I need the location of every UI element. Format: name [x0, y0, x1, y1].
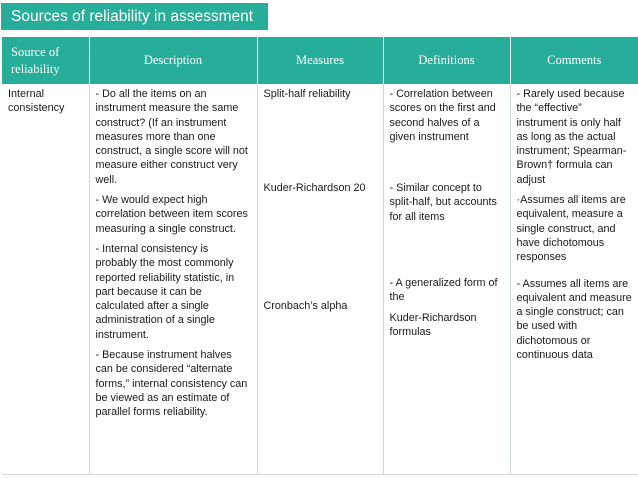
source-cell [2, 84, 89, 475]
measure-cronbach: Cronbach’s alpha [263, 299, 348, 312]
comments-cell [510, 84, 638, 475]
description-paragraph: - Internal consistency is probably the most commonly reported reliability statistic, in part because it can be calculated after a single administration of a single instrument. [95, 242, 235, 341]
slide-title: Sources of reliability in assessment [1, 3, 268, 30]
definition-split-half: - Correlation between scores on the first and second halves of a given instrument [389, 88, 496, 143]
comment-cronbach: - Assumes all items are equivalent and measure a single construct; can be used with dichotomous or continuous data [516, 277, 632, 362]
header-source: Source of reliability [2, 37, 89, 84]
description-paragraph: - We would expect high correlation between item scores measuring a single construct. [95, 194, 248, 235]
header-comments: Comments [510, 37, 638, 84]
definition-cronbach: - A generalized form of the [389, 277, 498, 304]
comment-kr20: ·Assumes all items are equivalent, measure a single construct, and have dichotomous responses [516, 194, 626, 264]
header-measures: Measures [257, 37, 383, 84]
source-text: Internal consistency [8, 88, 65, 115]
table-row [2, 84, 638, 475]
header-definitions: Definitions [383, 37, 510, 84]
description-paragraph: - Do all the items on an instrument measure the same construct? (If an instrument measures more than one construct, a single score will not measure either construct very well. [95, 88, 248, 186]
table-header-row [2, 37, 638, 84]
definitions-cell [383, 84, 510, 475]
definition-kr20: - Similar concept to split-half, but accounts for all items [389, 182, 497, 223]
measures-cell [257, 84, 383, 475]
header-description: Description [89, 37, 257, 84]
comment-split-half: - Rarely used because the “effective” instrument is only half as long as the actual instrument; Spearman-Brown† formula can adjust [516, 88, 627, 186]
description-paragraph: - Because instrument halves can be considered “alternate forms,” internal consistency can be viewed as an estimate of parallel forms reliability. [95, 349, 248, 419]
reliability-table [2, 37, 638, 475]
measure-split-half: Split-half reliability [263, 88, 351, 100]
description-cell [89, 84, 257, 475]
measure-kr20: Kuder-Richardson 20 [263, 182, 366, 195]
definition-cronbach-cont: Kuder-Richardson formulas [389, 311, 477, 338]
